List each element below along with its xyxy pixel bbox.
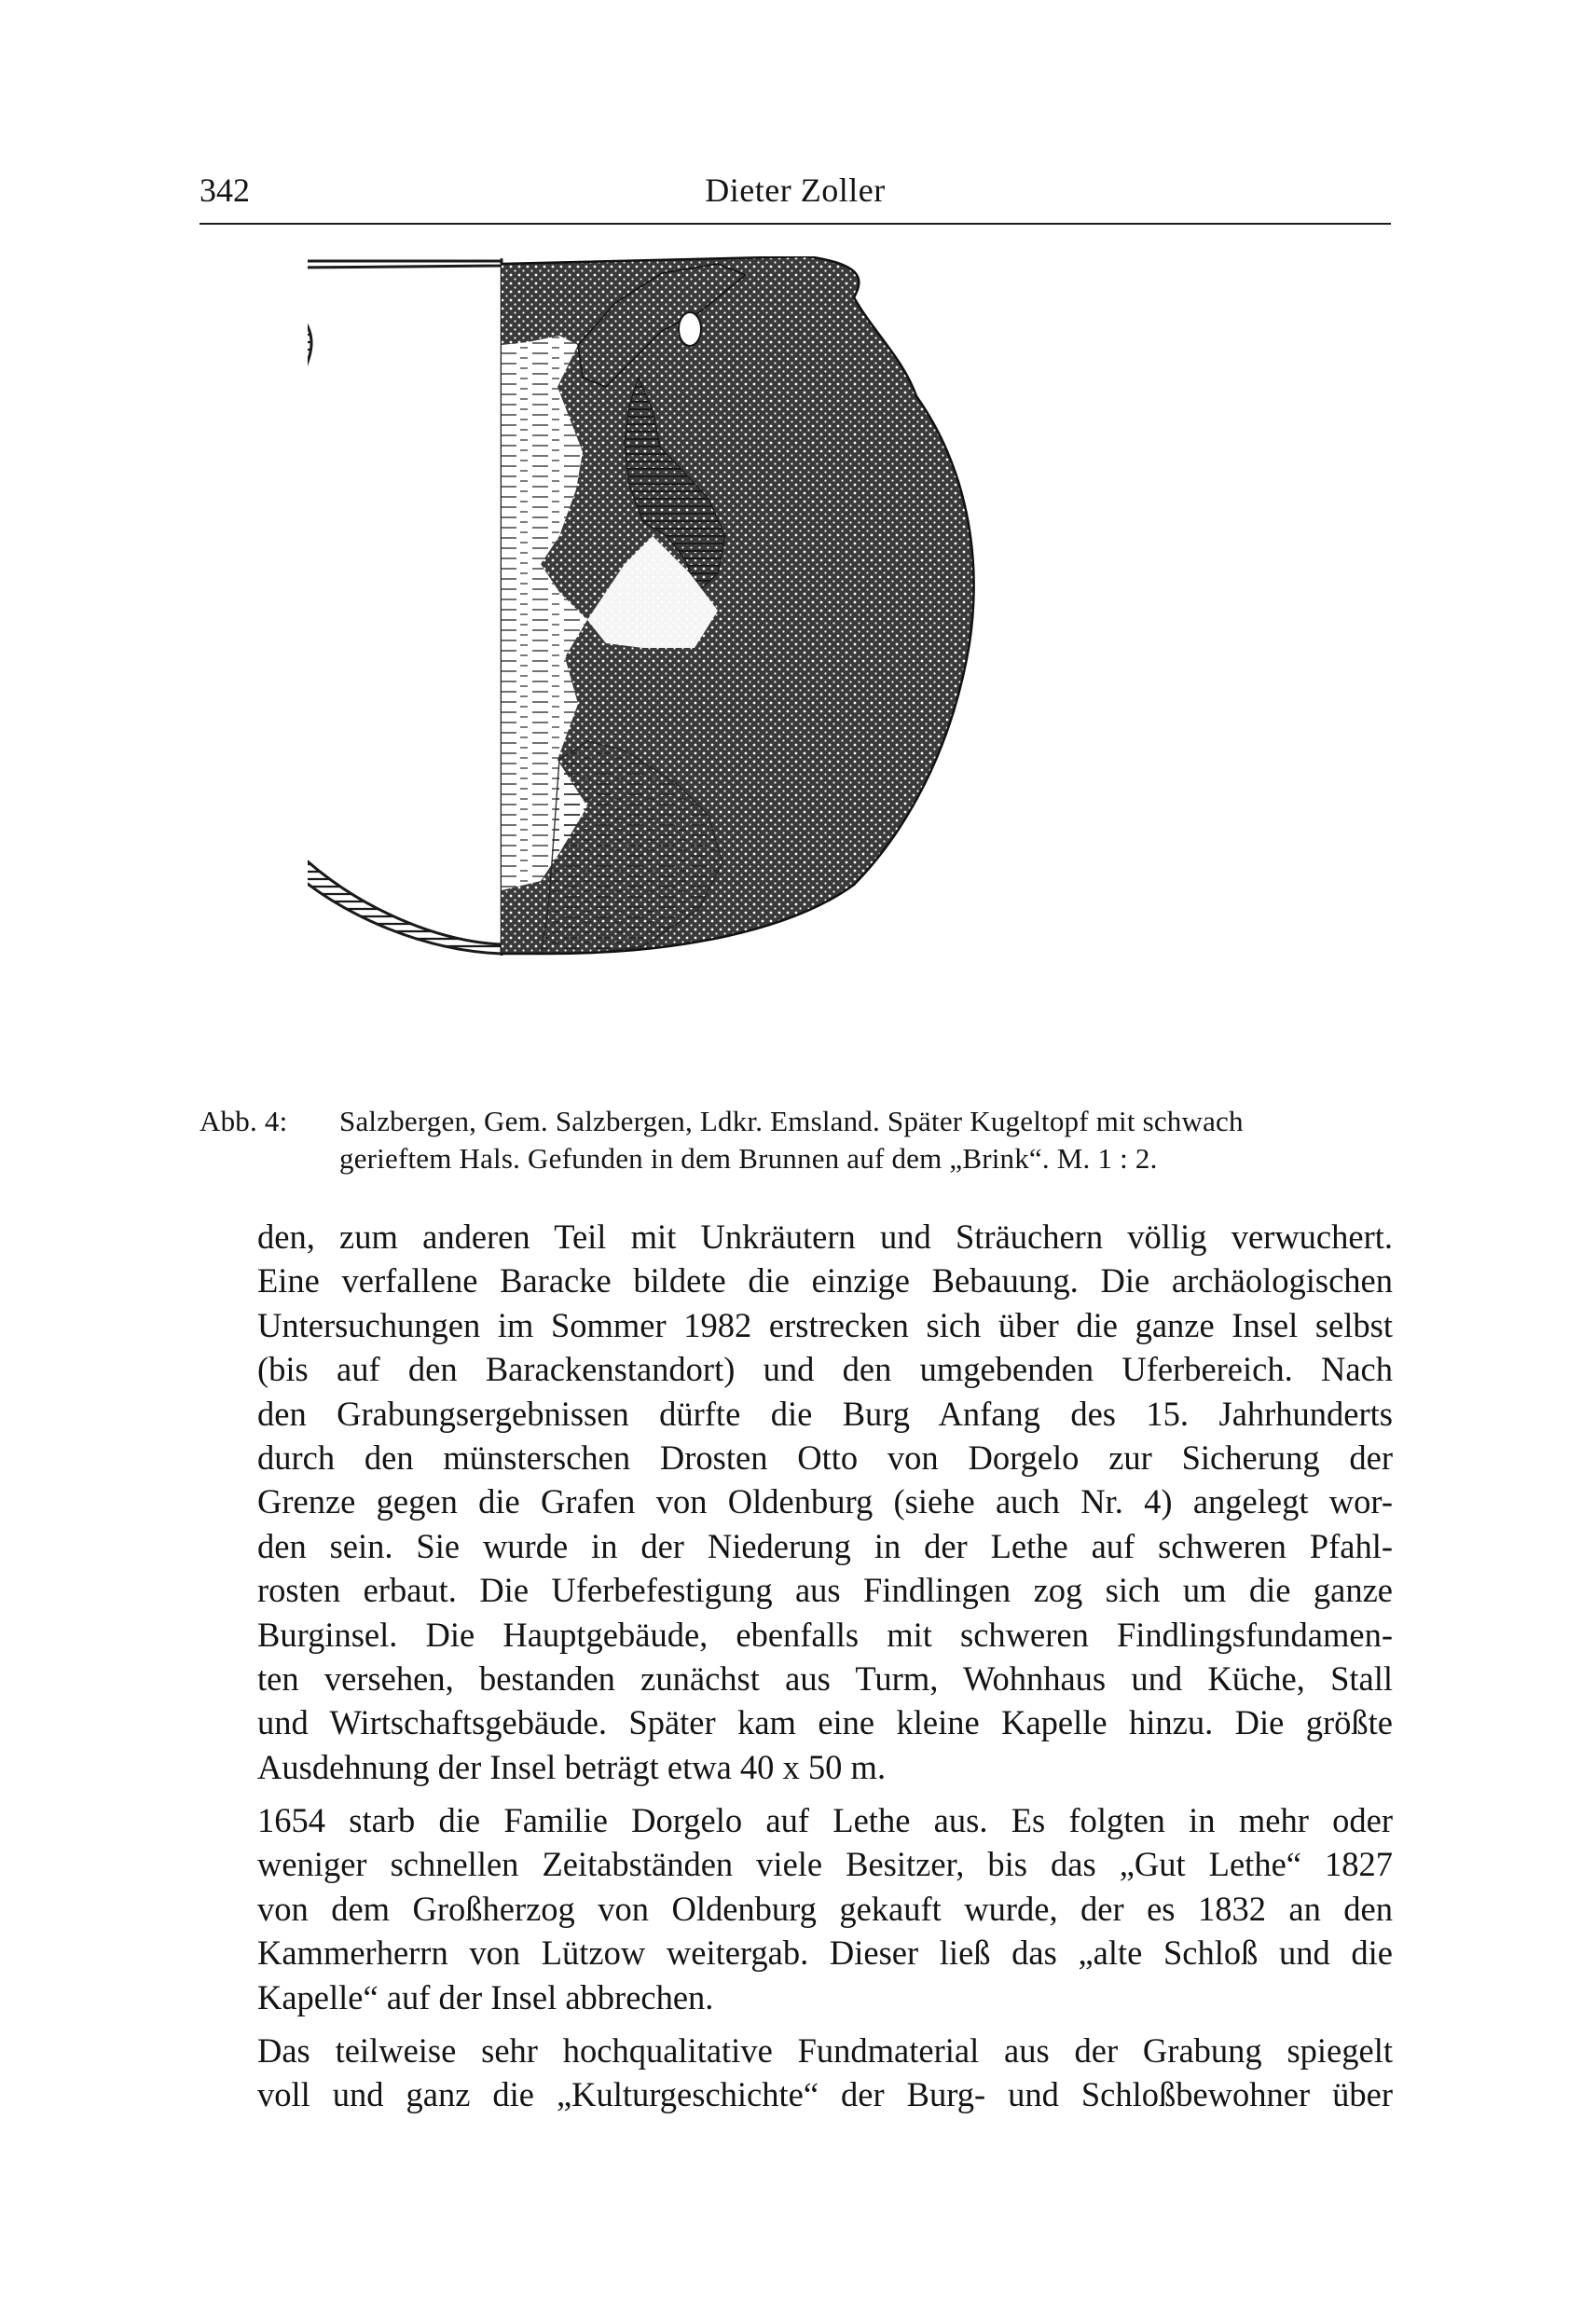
header-rule <box>200 223 1391 225</box>
text-line: Untersuchungen im Sommer 1982 erstrecken sich über die ganze Insel selbst <box>257 1305 1393 1344</box>
text-line: Kammerherrn von Lützow weitergab. Dieser ließ das „alte Schloß und die <box>257 1934 1393 1973</box>
page-number: 342 <box>200 172 250 209</box>
text-line: Kapelle“ auf der Insel abbrechen. <box>257 1977 714 2016</box>
paragraph <box>257 1798 1393 2019</box>
text-line: den sein. Sie wurde in der Niederung in der Lethe auf schweren Pfahl- <box>257 1526 1393 1565</box>
caption-line: Salzbergen, Gem. Salzbergen, Ldkr. Emsland. Später Kugeltopf mit schwach <box>339 1105 1244 1137</box>
caption-body <box>339 1103 1402 1177</box>
text-line: den Grabungsergebnissen dürfte die Burg Anfang des 15. Jahrhunderts <box>257 1394 1393 1433</box>
pottery-drawing <box>308 256 1286 1077</box>
body-text <box>257 1215 1393 2117</box>
text-line: ten versehen, bestanden zunächst aus Turm, Wohnhaus und Küche, Stall <box>257 1658 1393 1698</box>
text-line: Das teilweise sehr hochqualitative Fundmaterial aus der Grabung spiegelt <box>257 2031 1393 2071</box>
text-line: rosten erbaut. Die Uferbefestigung aus Findlingen zog sich um die ganze <box>257 1571 1393 1610</box>
text-line: den, zum anderen Teil mit Unkräutern und Sträuchern völlig verwuchert. <box>257 1218 1393 1256</box>
text-line: Ausdehnung der Insel beträgt etwa 40 x 50 m. <box>257 1747 887 1786</box>
caption-label: Abb. 4: <box>200 1105 288 1137</box>
text-line: von dem Großherzog von Oldenburg gekauft wurde, der es 1832 an den <box>257 1889 1393 1928</box>
running-head <box>200 170 1391 226</box>
text-line: voll und ganz die „Kulturgeschichte“ der Burg- und Schloßbewohner über <box>257 2075 1393 2114</box>
text-line: Eine verfallene Baracke bildete die einzige Bebauung. Die archäologischen <box>257 1261 1393 1300</box>
vessel-section-wall <box>308 261 502 954</box>
text-line: durch den münsterschen Drosten Otto von Dorgelo zur Sicherung der <box>257 1438 1393 1477</box>
running-head-author: Dieter Zoller <box>705 172 886 209</box>
caption-line: gerieftem Hals. Gefunden in dem Brunnen auf dem „Brink“. M. 1 : 2. <box>339 1142 1158 1175</box>
text-line: und Wirtschaftsgebäude. Später kam eine kleine Kapelle hinzu. Die größte <box>257 1703 1393 1742</box>
paragraph <box>257 2029 1393 2117</box>
text-line: Grenze gegen die Grafen von Oldenburg (siehe auch Nr. 4) angelegt wor- <box>257 1482 1393 1521</box>
text-line: Burginsel. Die Hauptgebäude, ebenfalls mit schweren Findlingsfundamen- <box>257 1615 1393 1654</box>
text-line: (bis auf den Barackenstandort) und den umgebenden Uferbereich. Nach <box>257 1350 1393 1389</box>
text-line: 1654 starb die Familie Dorgelo auf Lethe aus. Es folgten in mehr oder <box>257 1801 1393 1840</box>
paragraph <box>257 1215 1393 1789</box>
text-line: weniger schnellen Zeitabständen viele Besitzer, bis das „Gut Lethe“ 1827 <box>257 1845 1393 1884</box>
